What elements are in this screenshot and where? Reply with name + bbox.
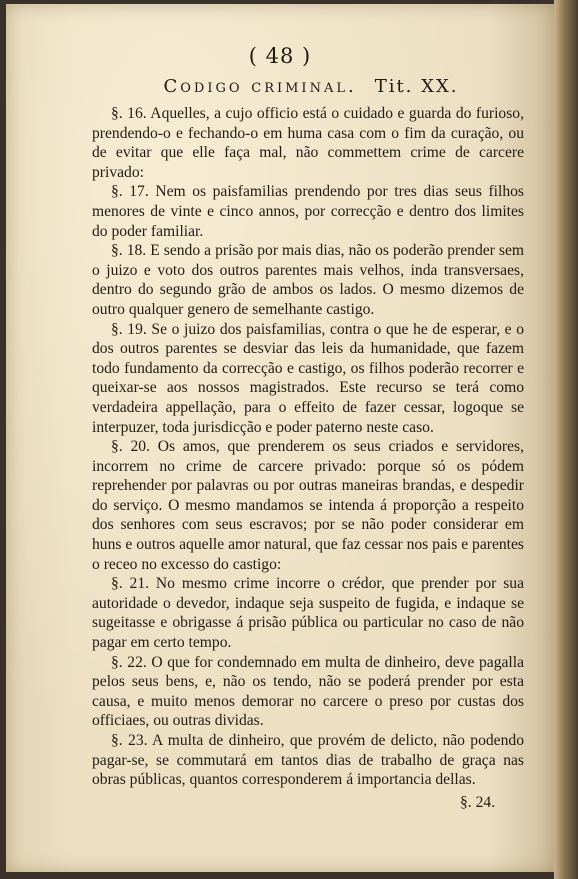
book-page xyxy=(6,4,554,872)
running-head xyxy=(146,76,476,97)
catchword: §. 24. xyxy=(460,794,496,811)
paragraph-17: §. 17. Nem os paisfamilias prendendo por tres dias seus filhos menores de vinte e cinco annos, por correcção e dentro dos limites do poder familiar. xyxy=(92,183,524,240)
running-head-title: Codigo criminal. xyxy=(163,76,357,97)
body-text xyxy=(92,104,524,790)
paragraph-23: §. 23. A multa de dinheiro, que provém de delicto, não podendo pagar-se, se commutará em tantos dias de trabalho de graça nas obras públicas, quantos corresponderem á importancia dellas. xyxy=(92,732,524,789)
paragraph-20: §. 20. Os amos, que prenderem os seus criados e servidores, incorrem no crime de carcere privado: porque só os pódem reprehender por palavras ou por outras maneiras brandas, e despedir do serviço. O mesmo mandamos se intenda á proporção a respeito dos senhores com seus escravos; por se não poder considerar em huns e outros aquelle amor natural, que faz cessar nos pais e parentes o receo no excesso do castigo: xyxy=(92,438,524,573)
paragraph-21: §. 21. No mesmo crime incorre o crédor, que prender por sua autoridade o devedor, indaque seja suspeito de fugida, e indaque se sugeitasse e obrigasse á prisão pública ou particular no caso de não pagar em certo tempo. xyxy=(92,575,524,652)
running-head-section: Tit. XX. xyxy=(374,76,459,97)
paragraph-18: §. 18. E sendo a prisão por mais dias, não os poderão prender sem o juizo e voto dos outros parentes mais velhos, inda transversaes, dentro do segundo grão de ambos os lados. O mesmo dizemos de outro qualquer genero de semelhante castigo. xyxy=(92,242,524,318)
paragraph-16: §. 16. Aquelles, a cujo officio está o cuidado e guarda do furioso, prendendo-o e fechando-o em huma casa com o fim da curação, ou de evitar que elle faça mal, não commettem crime de carcere privado: xyxy=(92,105,524,181)
page-edge xyxy=(554,0,578,879)
page-number: ( 48 ) xyxy=(248,44,312,68)
paragraph-22: §. 22. O que for condemnado em multa de dinheiro, deve pagalla pelos seus bens, e, não os tendo, não se poderá prender por esta causa, e muito menos demorar no carcere o preso por custas dos officiaes, ou outras dividas. xyxy=(92,653,524,730)
paragraph-19: §. 19. Se o juizo dos paisfamilias, contra o que he de esperar, e o dos outros parentes se desviar das leis da humanidade, que fazem todo fundamento da correcção e castigo, os filhos poderão recorrer e queixar-se aos nossos magistrados. Este recurso se terá como verdadeira appellação, para o effeito de fazer cessar, logoque se interpuzer, toda jurisdicção e poder paterno neste caso. xyxy=(92,320,524,436)
